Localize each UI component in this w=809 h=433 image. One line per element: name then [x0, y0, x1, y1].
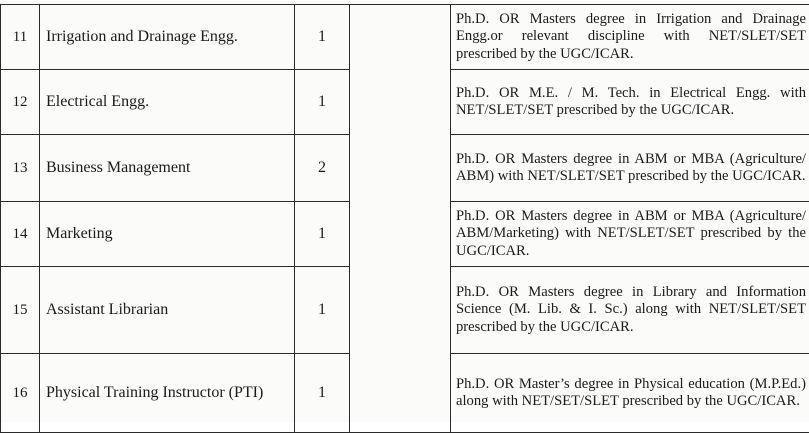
blank-cell — [350, 135, 451, 202]
qualification: Ph.D. OR Masters degree in ABM or MBA (Agriculture/ ABM/Marketing) with NET/SLET/SET prescribed by the UGC/ICAR. — [451, 202, 809, 267]
post-name: Electrical Engg. — [40, 70, 295, 135]
post-count: 1 — [295, 5, 350, 70]
blank-cell — [350, 202, 451, 267]
blank-cell — [350, 5, 451, 70]
table-row — [1, 5, 809, 70]
posts-table — [0, 4, 809, 433]
post-name: Physical Training Instructor (PTI) — [40, 354, 295, 433]
serial-number: 16 — [1, 354, 40, 433]
post-count: 2 — [295, 135, 350, 202]
post-name: Irrigation and Drainage Engg. — [40, 5, 295, 70]
serial-number: 12 — [1, 70, 40, 135]
post-name: Assistant Librarian — [40, 267, 295, 354]
qualification: Ph.D. OR Masters degree in Irrigation and Drainage Engg.or relevant discipline with NET/SLET/SET prescribed by the UGC/ICAR. — [451, 5, 809, 70]
post-name: Marketing — [40, 202, 295, 267]
table-row — [1, 354, 809, 433]
table-row — [1, 70, 809, 135]
post-count: 1 — [295, 202, 350, 267]
blank-cell — [350, 70, 451, 135]
qualification: Ph.D. OR Masters degree in Library and Information Science (M. Lib. & I. Sc.) along with NET/SLET/SET prescribed by the UGC/ICAR. — [451, 267, 809, 354]
blank-cell — [350, 267, 451, 354]
qualification: Ph.D. OR M.E. / M. Tech. in Electrical Engg. with NET/SLET/SET prescribed by the UGC/ICAR. — [451, 70, 809, 135]
serial-number: 15 — [1, 267, 40, 354]
serial-number: 11 — [1, 5, 40, 70]
table-row — [1, 202, 809, 267]
post-count: 1 — [295, 267, 350, 354]
qualification: Ph.D. OR Master’s degree in Physical education (M.P.Ed.) along with NET/SET/SLET prescribed by the UGC/ICAR. — [451, 354, 809, 433]
table-row — [1, 135, 809, 202]
serial-number: 13 — [1, 135, 40, 202]
table-row — [1, 267, 809, 354]
post-count: 1 — [295, 354, 350, 433]
post-count: 1 — [295, 70, 350, 135]
post-name: Business Management — [40, 135, 295, 202]
serial-number: 14 — [1, 202, 40, 267]
qualification: Ph.D. OR Masters degree in ABM or MBA (Agriculture/ ABM) with NET/SLET/SET prescribed by the UGC/ICAR. — [451, 135, 809, 202]
blank-cell — [350, 354, 451, 433]
